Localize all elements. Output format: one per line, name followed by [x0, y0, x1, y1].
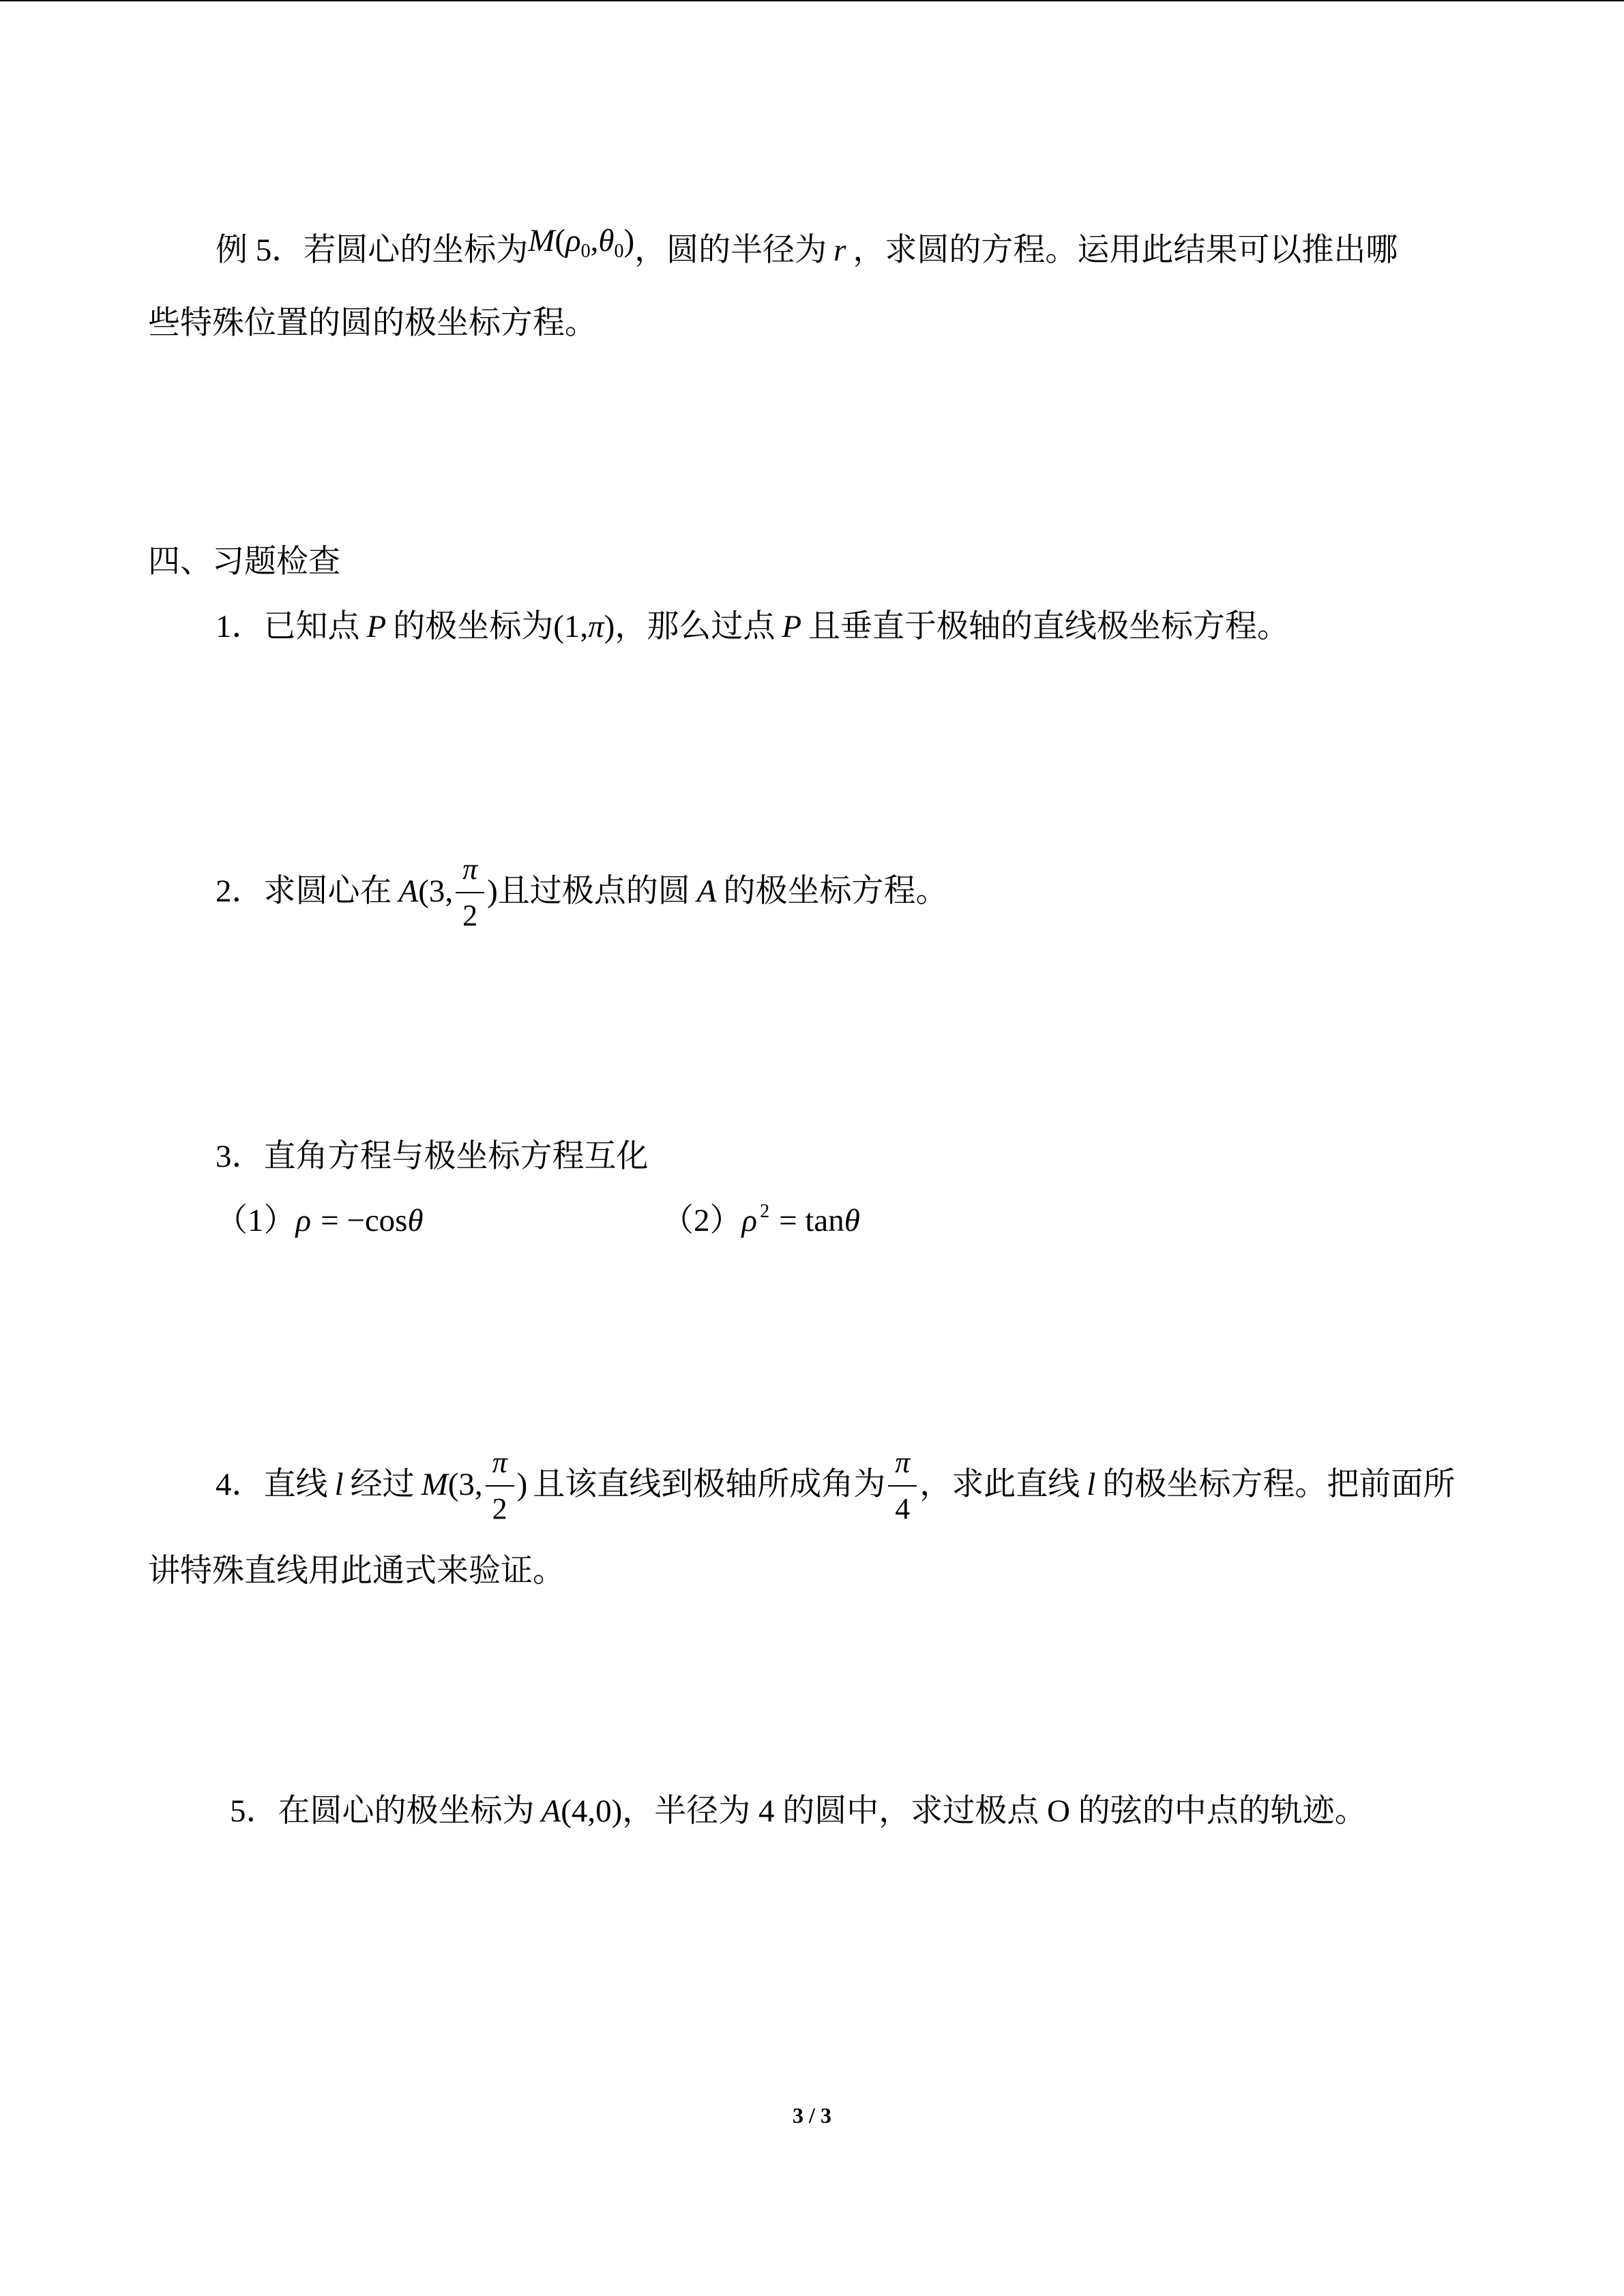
q2-middle: 且过极点的圆	[497, 874, 690, 909]
question-4-line-2: 讲特殊直线用此通式来验证。	[148, 1553, 565, 1589]
point-p-var: P	[366, 609, 387, 644]
pi-symbol: π	[588, 609, 604, 644]
q4-through: 经过	[350, 1467, 415, 1502]
q1-polar-text: 的极坐标为	[393, 609, 554, 644]
q2-coord-open: (3,	[418, 874, 454, 909]
q2-rest: 的极坐标方程。	[723, 874, 948, 909]
q5-coord: (4,0)	[561, 1793, 623, 1829]
question-3-part-2	[662, 1200, 860, 1246]
theta-symbol: θ	[407, 1203, 424, 1238]
part-1-rhs: = −cos	[321, 1203, 408, 1238]
circle-a-var: A	[696, 874, 717, 909]
q1-middle: ，那么过点	[615, 609, 776, 644]
radius-var: r	[833, 233, 846, 268]
fraction-numerator: π	[492, 1446, 507, 1479]
paren-open: (	[555, 223, 566, 258]
example5-line-1	[216, 223, 1398, 275]
example5-label: 例 5．若圆心的坐标为	[216, 233, 529, 268]
part-2-rhs: = tan	[779, 1203, 844, 1238]
rho-symbol: ρ	[741, 1203, 758, 1238]
power-superscript: 2	[760, 1201, 770, 1222]
section-title: 四、习题检查	[148, 544, 340, 580]
radius-text: ，圆的半径为	[634, 233, 827, 268]
q4-angle-text: 且该直线到极轴所成角为	[533, 1467, 886, 1502]
part-1-label: （1）	[216, 1203, 296, 1238]
fraction-bar	[456, 892, 484, 893]
fraction-denominator: 2	[492, 1492, 507, 1525]
center-point-var: M	[528, 223, 555, 258]
example5-rest: ，求圆的方程。运用此结果可以推出哪	[853, 233, 1398, 268]
question-5	[230, 1791, 1367, 1832]
fraction-numerator: π	[462, 852, 478, 886]
theta-symbol: θ	[844, 1203, 860, 1238]
page-number: 3 / 3	[793, 2103, 831, 2128]
theta-subscript: 0	[614, 241, 624, 262]
q5-lead: 5．在圆心的极坐标为	[230, 1793, 535, 1829]
q1-rest: 且垂直于极轴的直线极坐标方程。	[808, 609, 1290, 644]
example5-line-2: 些特殊位置的圆的极坐标方程。	[148, 305, 597, 341]
rho-symbol: ρ	[295, 1203, 312, 1238]
theta-symbol: θ	[598, 223, 615, 258]
fraction-denominator: 4	[895, 1492, 911, 1525]
q1-coord-open: (1,	[553, 609, 589, 644]
fraction-denominator: 2	[462, 899, 478, 932]
q2-lead: 2．求圆心在	[216, 874, 392, 909]
q5-rest: ，半径为 4 的圆中，求过极点 O 的弦的中点的轨迹。	[622, 1793, 1367, 1829]
q1-lead: 1．已知点	[216, 609, 360, 644]
q4-rest: 的极坐标方程。把前面所	[1102, 1467, 1456, 1502]
question-2	[216, 852, 948, 932]
comma: ,	[590, 223, 599, 258]
question-4-line-1	[216, 1446, 1456, 1525]
rho-subscript: 0	[580, 241, 591, 262]
q2-coord-close: )	[487, 874, 498, 909]
question-3-title: 3．直角方程与极坐标方程互化	[216, 1139, 649, 1174]
question-3-part-1	[216, 1200, 424, 1241]
paren-close: )	[623, 223, 635, 258]
q4-coord-open: (3,	[447, 1467, 483, 1502]
q4-coord-close: )	[516, 1467, 528, 1502]
point-m-var: M	[421, 1467, 448, 1502]
fraction-bar	[486, 1485, 514, 1487]
line-l-var: l	[334, 1467, 344, 1502]
fraction-bar	[888, 1485, 917, 1487]
line-l-var: l	[1087, 1467, 1096, 1502]
fraction-numerator: π	[895, 1446, 911, 1479]
center-a-var: A	[398, 874, 419, 909]
point-p-var: P	[782, 609, 802, 644]
center-a-var: A	[541, 1793, 561, 1829]
rho-symbol: ρ	[565, 223, 581, 258]
q4-lead: 4．直线	[216, 1467, 328, 1502]
part-2-label: （2）	[662, 1203, 742, 1238]
q1-coord-close: )	[604, 609, 615, 644]
q4-find-text: ，求此直线	[919, 1467, 1080, 1502]
center-coordinate-formula	[528, 223, 635, 262]
question-1	[216, 606, 1289, 647]
